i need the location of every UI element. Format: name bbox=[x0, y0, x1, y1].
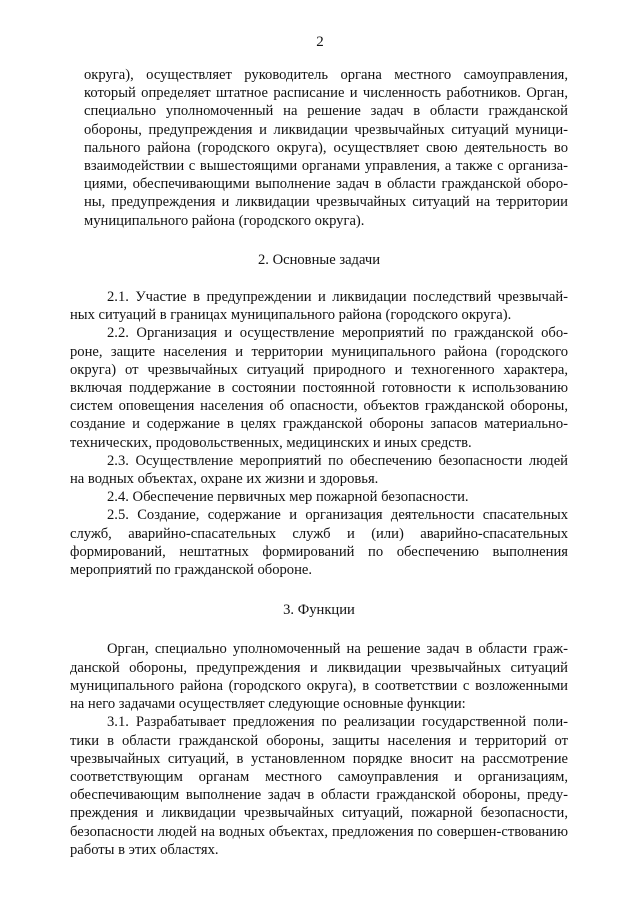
document-body bbox=[70, 66, 568, 859]
text-line: циями, обеспечивающими выполнение задач в области гражданской оборо- bbox=[84, 176, 568, 193]
page-number: 2 bbox=[316, 34, 324, 50]
section-2-item: 2.5. Создание, содержание и организация деятельности спасательных служб, аварийно-спасательных служб и (или) аварийно-спасательных формирований, нештатных формирований по обеспечению выполнения мероприятий по гражданской обороне. bbox=[70, 507, 568, 579]
section-3-item: 3.1. Разрабатывает предложения по реализации государственной поли-тики в области гражданской обороны, защиты населения и территорий от чрезвычайных ситуаций, в установленном порядке вносит на рассмотрение соответствующим органам местного самоуправления и организациям, обеспечивающим выполнение задач в области гражданской обороны, преду-преждения и ликвидации чрезвычайных ситуаций, пожарной безопасности, безопасности людей на водных объектах, предложения по совершен-ствованию работы в этих областях. bbox=[70, 714, 568, 858]
text-line: взаимодействии с вышестоящими органами управления, а также с организа- bbox=[84, 158, 568, 175]
text-line: ны, предупреждения и ликвидации чрезвычайных ситуаций на территории bbox=[84, 194, 568, 211]
section-2-heading: 2. Основные задачи bbox=[257, 251, 381, 268]
section-2-item: 2.2. Организация и осуществление мероприятий по гражданской обо-роне, защите населения и территории муниципального района (городского округа) от чрезвычайных ситуаций природного и техногенного характера, включая поддержание в состоянии постоянной готовности к использованию систем оповещения населения об опасности, объектов гражданской обороны, создание и содержание в целях гражданской обороны запасов материально-технических, продовольственных, медицинских и иных средств. bbox=[70, 325, 568, 451]
text-line: который определяет штатное расписание и численность работников. Орган, bbox=[84, 85, 568, 102]
section-2-item: 2.4. Обеспечение первичных мер пожарной безопасности. bbox=[107, 489, 469, 506]
text-line: специально уполномоченный на решение задач в области гражданской bbox=[84, 103, 568, 120]
text-line: обороны, предупреждения и ликвидации чрезвычайных ситуаций муници- bbox=[84, 121, 568, 138]
intro-paragraph bbox=[70, 66, 568, 230]
section-2-item: 2.3. Осуществление мероприятий по обеспечению безопасности людей на водных объектах, охране их жизни и здоровья. bbox=[70, 452, 568, 488]
section-3-intro: Орган, специально уполномоченный на решение задач в области граж-данской обороны, предупреждения и ликвидации чрезвычайных ситуаций муниципального района (городского округа), в соответствии с возложенными на него задачами осуществляет следующие основные функции: bbox=[70, 641, 568, 713]
text-line: округа), осуществляет руководитель органа местного самоуправления, bbox=[84, 67, 568, 83]
text-line: пального района (городского округа), осуществляет свою деятельность во bbox=[84, 139, 568, 156]
section-2-item: 2.1. Участие в предупреждении и ликвидации последствий чрезвычай-ных ситуаций в границах муниципального района (городского округа). bbox=[70, 289, 568, 324]
section-3-heading: 3. Функции bbox=[283, 602, 355, 619]
text-line: муниципального района (городского округа). bbox=[84, 212, 365, 229]
